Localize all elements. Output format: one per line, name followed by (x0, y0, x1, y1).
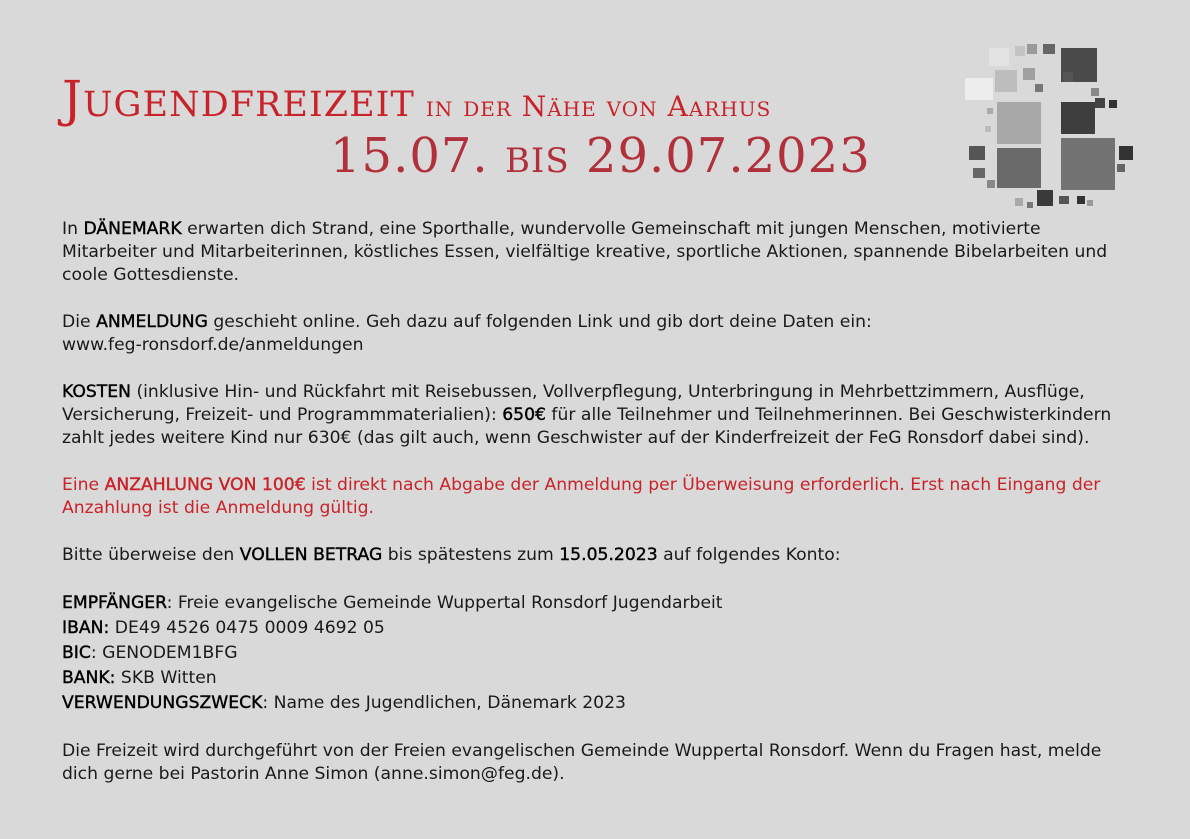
text: auf folgendes Konto: (657, 545, 841, 565)
text: Bitte überweise den (62, 545, 240, 565)
date-separator: bis (504, 128, 570, 184)
recipient-row (62, 591, 1132, 616)
payment-paragraph (62, 544, 1132, 567)
iban-value: DE49 4526 0475 0009 4692 05 (109, 618, 385, 638)
bank-row (62, 666, 1132, 691)
contact-paragraph (62, 740, 1132, 786)
purpose-value: : Name des Jugendlichen, Dänemark 2023 (262, 693, 626, 713)
registration-highlight: ANMELDUNG (96, 312, 208, 332)
intro-paragraph (62, 218, 1132, 287)
text: (inklusive Hin- und Rückfahrt mit Reisebussen, Vollverpflegung, Unterbringung in Mehrbettzimmern, Ausflüge, Versicherung, Freizeit- und Programmmaterialien): (62, 382, 1085, 425)
costs-paragraph (62, 381, 1132, 450)
date-end: 29.07.2023 (585, 128, 871, 184)
deposit-highlight: ANZAHLUNG VON 100€ (104, 475, 306, 495)
recipient-value: : Freie evangelische Gemeinde Wuppertal Ronsdorf Jugendarbeit (166, 593, 723, 613)
registration-link[interactable]: www.feg-ronsdorf.de/anmeldungen (62, 335, 364, 355)
iban-row (62, 616, 1132, 641)
bank-label: BANK: (62, 668, 116, 688)
costs-highlight: KOSTEN (62, 382, 131, 402)
text: ist direkt nach Abgabe der Anmeldung per Überweisung erforderlich. Erst nach Eingang der Anzahlung ist die Anmeldung gültig. (62, 475, 1101, 518)
date-start: 15.07. (330, 128, 489, 184)
contact-text: Die Freizeit wird durchgeführt von der Freien evangelischen Gemeinde Wuppertal Ronsdorf. Wenn du Fragen hast, melde dich gerne bei Pastorin Anne Simon (anne.simon@feg.de). (62, 741, 1102, 784)
text: Eine (62, 475, 105, 495)
text: In (62, 219, 84, 239)
title-subtitle: in der Nähe von Aarhus (425, 90, 772, 123)
title-main: Jugendfreizeit (62, 70, 415, 128)
squares-logo-icon (965, 40, 1137, 212)
info-content (62, 218, 1132, 810)
country-highlight: DÄNEMARK (83, 219, 182, 239)
text: für alle Teilnehmer und Teilnehmerinnen. Bei Geschwisterkindern zahlt jedes weitere Kind nur 630€ (das gilt auch, wenn Geschwister auf der Kinderfreizeit der FeG Ronsdorf dabei sind). (62, 405, 1112, 448)
amount-highlight: VOLLEN BETRAG (239, 545, 383, 565)
text: Die (62, 312, 97, 332)
page-title (62, 70, 771, 128)
recipient-label: EMPFÄNGER (62, 593, 167, 613)
deposit-paragraph (62, 474, 1132, 520)
registration-paragraph (62, 311, 1132, 357)
bic-row (62, 641, 1132, 666)
deadline-highlight: 15.05.2023 (559, 545, 658, 565)
bic-label: BIC (62, 643, 91, 663)
account-details (62, 591, 1132, 716)
bic-value: : GENODEM1BFG (90, 643, 238, 663)
text: bis spätestens zum (382, 545, 560, 565)
purpose-row (62, 691, 1132, 716)
text: erwarten dich Strand, eine Sporthalle, wundervolle Gemeinschaft mit jungen Menschen, motivierte Mitarbeiter und Mitarbeiterinnen, köstliches Essen, vielfältige kreative, sportliche Aktionen, spannende Bibelarbeiten und coole Gottesdienste. (62, 219, 1108, 285)
purpose-label: VERWENDUNGSZWECK (62, 693, 263, 713)
iban-label: IBAN: (62, 618, 110, 638)
price-highlight: 650€ (502, 405, 546, 425)
bank-value: SKB Witten (115, 668, 217, 688)
date-range (330, 128, 871, 184)
text: geschieht online. Geh dazu auf folgenden Link und gib dort deine Daten ein: (207, 312, 872, 332)
